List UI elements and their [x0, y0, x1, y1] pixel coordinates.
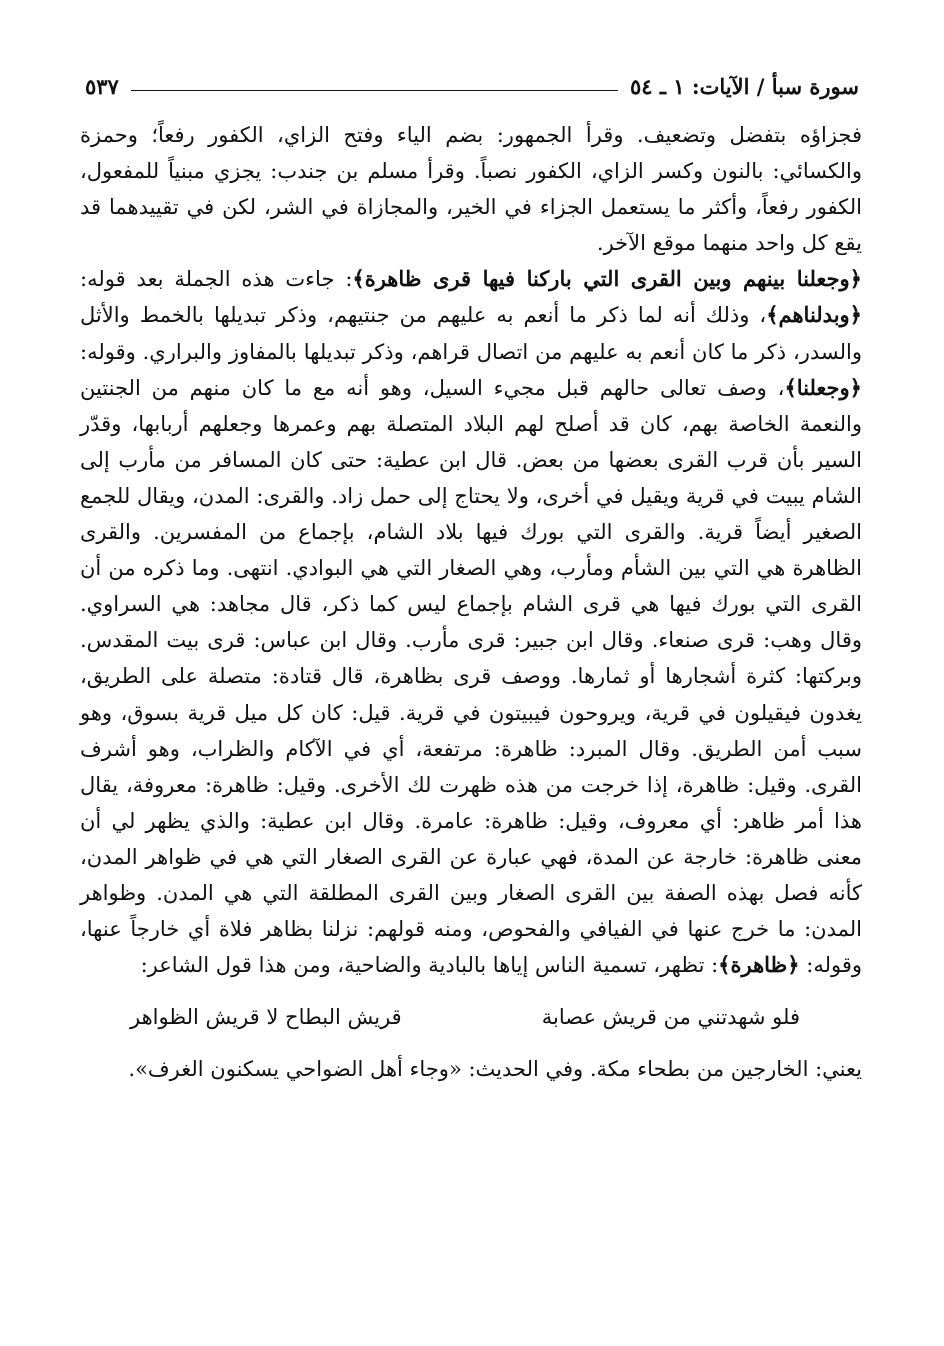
quran-verse-quote: ﴿وبدلناهم﴾	[766, 302, 862, 328]
paragraph-text: : تظهر، تسمية الناس إياها بالبادية والضاحية، ومن هذا قول الشاعر:	[140, 953, 719, 978]
page-header	[85, 70, 859, 102]
verse-hemistich-second: قريش البطاح لا قريش الظواهر	[130, 1005, 402, 1030]
surah-title: سورة سبأ / الآيات: ١ ـ ٥٤	[629, 73, 859, 99]
header-rule	[131, 90, 618, 91]
paragraph-text: ، وذلك أنه لما ذكر ما أنعم به عليهم من جنتيهم، وذكر تبديلها بالخمط والأثل والسدر، ذكر ما كان أنعم به عليهم من اتصال قراهم، وذكر تبديلها بالمفاوز والبراري. وقوله:	[80, 303, 862, 364]
paragraph-1: فجزاؤه بتفضل وتضعيف. وقرأ الجمهور: بضم الياء وفتح الزاي، الكفور رفعاً؛ وحمزة والكسائي: بالنون وكسر الزاي، الكفور نصباً. وقرأ مسلم بن جندب: يجزي مبنياً للمفعول، الكفور رفعاً، وأكثر ما يستعمل الجزاء في الخير، والمجازاة في الشر، لكن في تقييدهما قد يقع كل واحد منهما موقع الآخر.	[80, 123, 862, 256]
quran-verse-quote: ﴿وجعلنا﴾	[784, 374, 862, 400]
quran-verse-quote: ﴿وجعلنا بينهم وبين القرى التي باركنا فيها قرى ظاهرة﴾	[352, 266, 862, 292]
paragraph-2	[80, 261, 862, 983]
page-number: ٥٣٧	[85, 73, 119, 99]
quran-verse-quote: ﴿ظاهرة﴾	[718, 952, 800, 978]
poetry-verse	[80, 999, 862, 1035]
body-text	[80, 117, 862, 1087]
closing-paragraph: يعني: الخارجين من بطحاء مكة. وفي الحديث: «وجاء أهل الضواحي يسكنون الغرف».	[128, 1057, 862, 1082]
paragraph-text: ، وصف تعالى حالهم قبل مجيء السيل، وهو أنه مع ما كان منهم من الجنتين والنعمة الخاصة بهم، كان قد أصلح لهم البلاد المتصلة بهم وعمرها وجعلهم أربابها، وقدّر السير بأن قرب القرى بعضها من بعض. قال ابن عطية: حتى كان المسافر من مأرب إلى الشام يبيت في قرية ويقيل في أخرى، ولا يحتاج إلى حمل زاد. والقرى: المدن، ويقال للجمع الصغير أيضاً قرية. والقرى التي بورك فيها بلاد الشام، بإجماع من المفسرين. والقرى الظاهرة هي التي بين الشأم ومأرب، وهي الصغار التي هي البوادي. انتهى. وما ذكره من أن القرى التي بورك فيها هي قرى الشام بإجماع ليس كما ذكر، قال مجاهد: هي السراوي. وقال وهب: قرى صنعاء. وقال ابن جبير: قرى مأرب. وقال ابن عباس: قرى بيت المقدس. وبركتها: كثرة أشجارها أو ثمارها. ووصف قرى بظاهرة، قال قتادة: متصلة على الطريق، يغدون فيقيلون في قرية، ويروحون فيبيتون في قرية. قيل: كان كل ميل قرية بسوق، وهو سبب أمن الطريق. وقال المبرد: ظاهرة: مرتفعة، أي في الآكام والظراب، وهو أشرف القرى. وقيل: ظاهرة، إذا خرجت من هذه ظهرت لك الأخرى. وقيل: ظاهرة: معروفة، يقال هذا أمر ظاهر: أي معروف، وقيل: ظاهرة: عامرة. وقال ابن عطية: والذي يظهر لي أن معنى ظاهرة: خارجة عن المدة، فهي عبارة عن القرى الصغار التي هي في ظواهر المدن، كأنه فصل بهذه الصفة بين القرى الصغار وبين القرى المطلقة التي هي المدن. وظواهر المدن: ما خرج عنها في الفيافي والفحوص، ومنه قولهم: نزلنا بظاهر فلاة أي خارجاً عنها، وقوله:	[80, 375, 862, 978]
verse-hemistich-first: فلو شهدتني من قريش عصابة	[541, 1005, 800, 1030]
paragraph-text: : جاءت هذه الجملة بعد قوله:	[80, 267, 353, 292]
